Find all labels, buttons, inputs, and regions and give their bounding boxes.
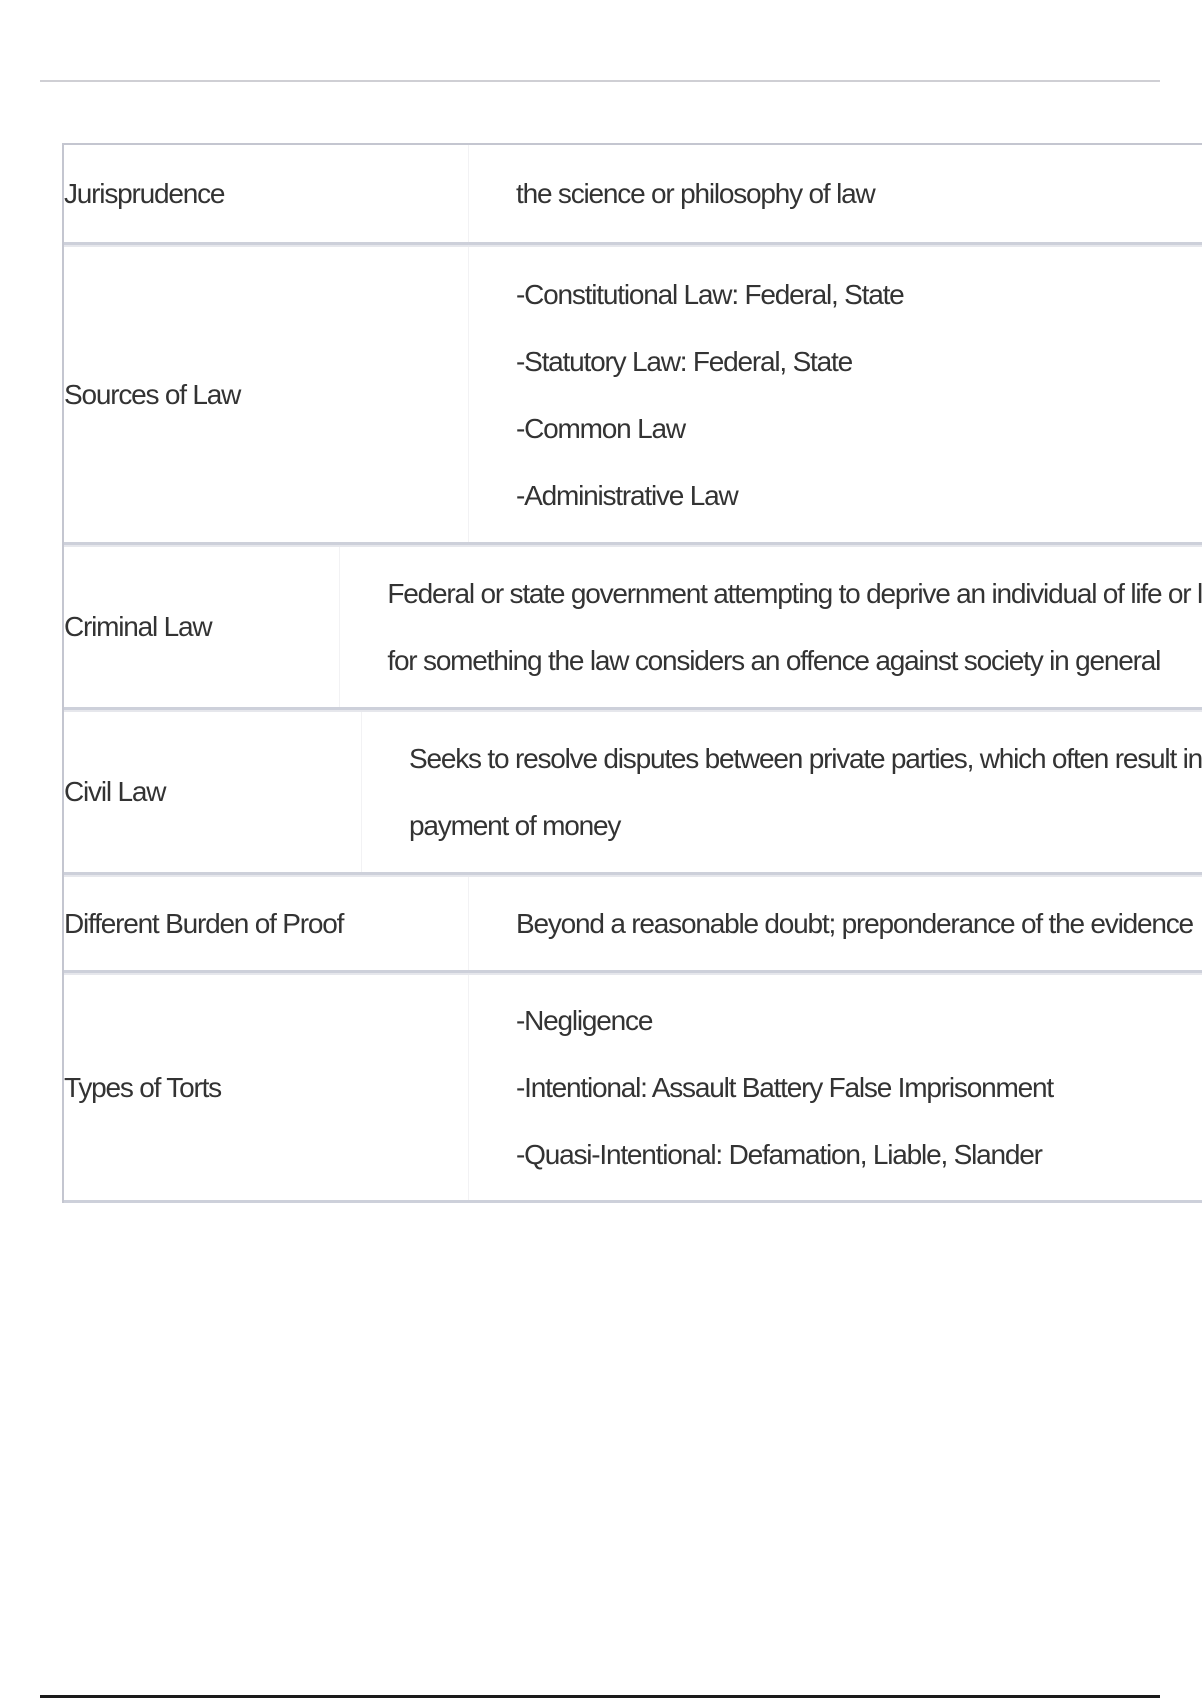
bottom-divider xyxy=(40,1695,1160,1698)
table-row xyxy=(64,545,1202,710)
definition-cell xyxy=(362,712,1202,872)
table-row xyxy=(64,710,1202,875)
definition-cell xyxy=(469,145,1202,242)
term-cell: Criminal Law xyxy=(64,547,340,707)
term-cell: Sources of Law xyxy=(64,247,469,542)
definition-cell xyxy=(340,547,1202,707)
definition-line: -Statutory Law: Federal, State xyxy=(516,345,852,377)
top-divider xyxy=(40,80,1160,82)
definition-line: -Common Law xyxy=(516,412,685,444)
definition-line: -Intentional: Assault Battery False Imprisonment xyxy=(516,1072,1053,1103)
term-cell: Jurisprudence xyxy=(64,145,469,242)
definition-line: -Administrative Law xyxy=(516,479,738,511)
term-cell: Types of Torts xyxy=(64,975,469,1200)
definition-cell xyxy=(469,247,1202,542)
table-row xyxy=(64,145,1202,245)
glossary-table xyxy=(62,143,1202,1203)
table-row xyxy=(64,245,1202,545)
table-row xyxy=(64,875,1202,973)
definition-cell xyxy=(469,975,1202,1200)
term-cell: Civil Law xyxy=(64,712,362,872)
definition-line: payment of money xyxy=(409,810,621,841)
definition-line: Beyond a reasonable doubt; preponderance of the evidence xyxy=(516,908,1193,939)
table-row xyxy=(64,973,1202,1203)
definition-line: -Negligence xyxy=(516,1005,653,1036)
definition-line: Federal or state government attempting to deprive an individual of life or l xyxy=(387,578,1202,609)
definition-line: Seeks to resolve disputes between private parties, which often result in xyxy=(409,743,1202,774)
definition-line: -Constitutional Law: Federal, State xyxy=(516,278,904,310)
definition-line: for something the law considers an offence against society in general xyxy=(387,645,1161,676)
definition-cell xyxy=(469,877,1202,970)
definition-line: the science or philosophy of law xyxy=(516,178,875,209)
term-cell: Different Burden of Proof xyxy=(64,877,469,970)
definition-line: -Quasi-Intentional: Defamation, Liable, Slander xyxy=(516,1139,1042,1170)
